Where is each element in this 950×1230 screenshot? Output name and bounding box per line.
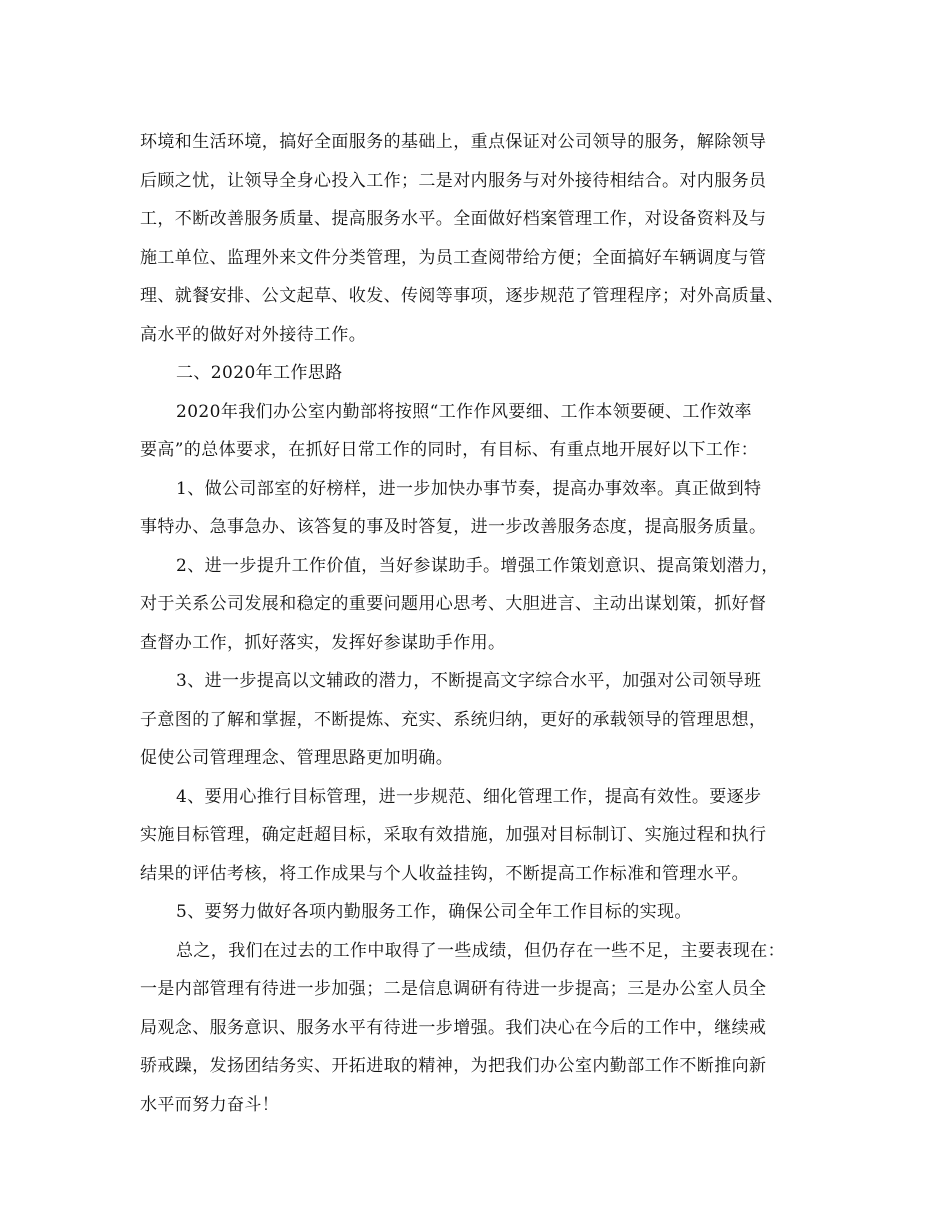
text-line: 结果的评估考核，将工作成果与个人收益挂钩，不断提高工作标准和管理水平。 [140, 863, 749, 884]
paragraph-first-line: 1、做公司部室的好榜样，进一步加快办事节奏，提高办事效率。真正做到特 [176, 478, 762, 499]
paragraph-first-line: 4、要用心推行目标管理，进一步规范、细化管理工作，提高有效性。要逐步 [176, 786, 762, 807]
paragraph-first-line: 5、要努力做好各项内勤服务工作，确保公司全年工作目标的实现。 [176, 902, 692, 922]
text-line: 促使公司管理理念、管理思路更加明确。 [140, 748, 454, 768]
text-line: 局观念、服务意识、服务水平有待进一步增强。我们决心在今后的工作中，继续戒 [140, 1017, 767, 1038]
text-line: 骄戒躁，发扬团结务实、开拓进取的精神，为把我们办公室内勤部工作不断推向新 [140, 1056, 767, 1076]
text-line: 要高”的总体要求，在抓好日常工作的同时，有目标、有重点地开展好以下工作： [140, 440, 759, 460]
text-line: 一是内部管理有待进一步加强；二是信息调研有待进一步提高；三是办公室人员全 [140, 979, 767, 999]
section-heading: 二、2020年工作思路 [176, 363, 343, 383]
text-line: 实施目标管理，确定赶超目标，采取有效措施，加强对目标制订、实施过程和执行 [140, 825, 767, 845]
text-line: 子意图的了解和掌握，不断提炼、充实、系统归纳，更好的承载领导的管理思想， [140, 709, 767, 730]
text-line: 查督办工作，抓好落实，发挥好参谋助手作用。 [140, 632, 506, 653]
text-line: 水平而努力奋斗！ [140, 1094, 280, 1115]
text-line: 工，不断改善服务质量、提高服务水平。全面做好档案管理工作，对设备资料及与 [140, 209, 767, 229]
paragraph-first-line: 2、进一步提升工作价值，当好参谋助手。增强工作策划意识、提高策划潜力， [176, 555, 779, 576]
text-line: 理、就餐安排、公文起草、收发、传阅等事项，逐步规范了管理程序；对外高质量、 [140, 286, 784, 306]
text-line: 环境和生活环境，搞好全面服务的基础上，重点保证对公司领导的服务，解除领导 [140, 132, 767, 152]
text-line: 施工单位、监理外来文件分类管理，为员工查阅带给方便；全面搞好车辆调度与管 [140, 247, 767, 268]
text-line: 事特办、急事急办、该答复的事及时答复，进一步改善服务态度，提高服务质量。 [140, 517, 767, 537]
paragraph-first-line: 2020年我们办公室内勤部将按照“工作作风要细、工作本领要硬、工作效率 [176, 401, 752, 422]
text-line: 对于关系公司发展和稳定的重要问题用心思考、大胆进言、主动出谋划策，抓好督 [140, 594, 767, 614]
paragraph-first-line: 3、进一步提高以文辅政的潜力，不断提高文字综合水平，加强对公司领导班 [176, 671, 762, 691]
paragraph-first-line: 总之，我们在过去的工作中取得了一些成绩，但仍存在一些不足，主要表现在： [176, 940, 785, 961]
document-body [140, 123, 820, 1124]
text-line: 后顾之忧，让领导全身心投入工作；二是对内服务与对外接待相结合。对内服务员 [140, 170, 767, 191]
text-line: 高水平的做好对外接待工作。 [140, 324, 367, 345]
